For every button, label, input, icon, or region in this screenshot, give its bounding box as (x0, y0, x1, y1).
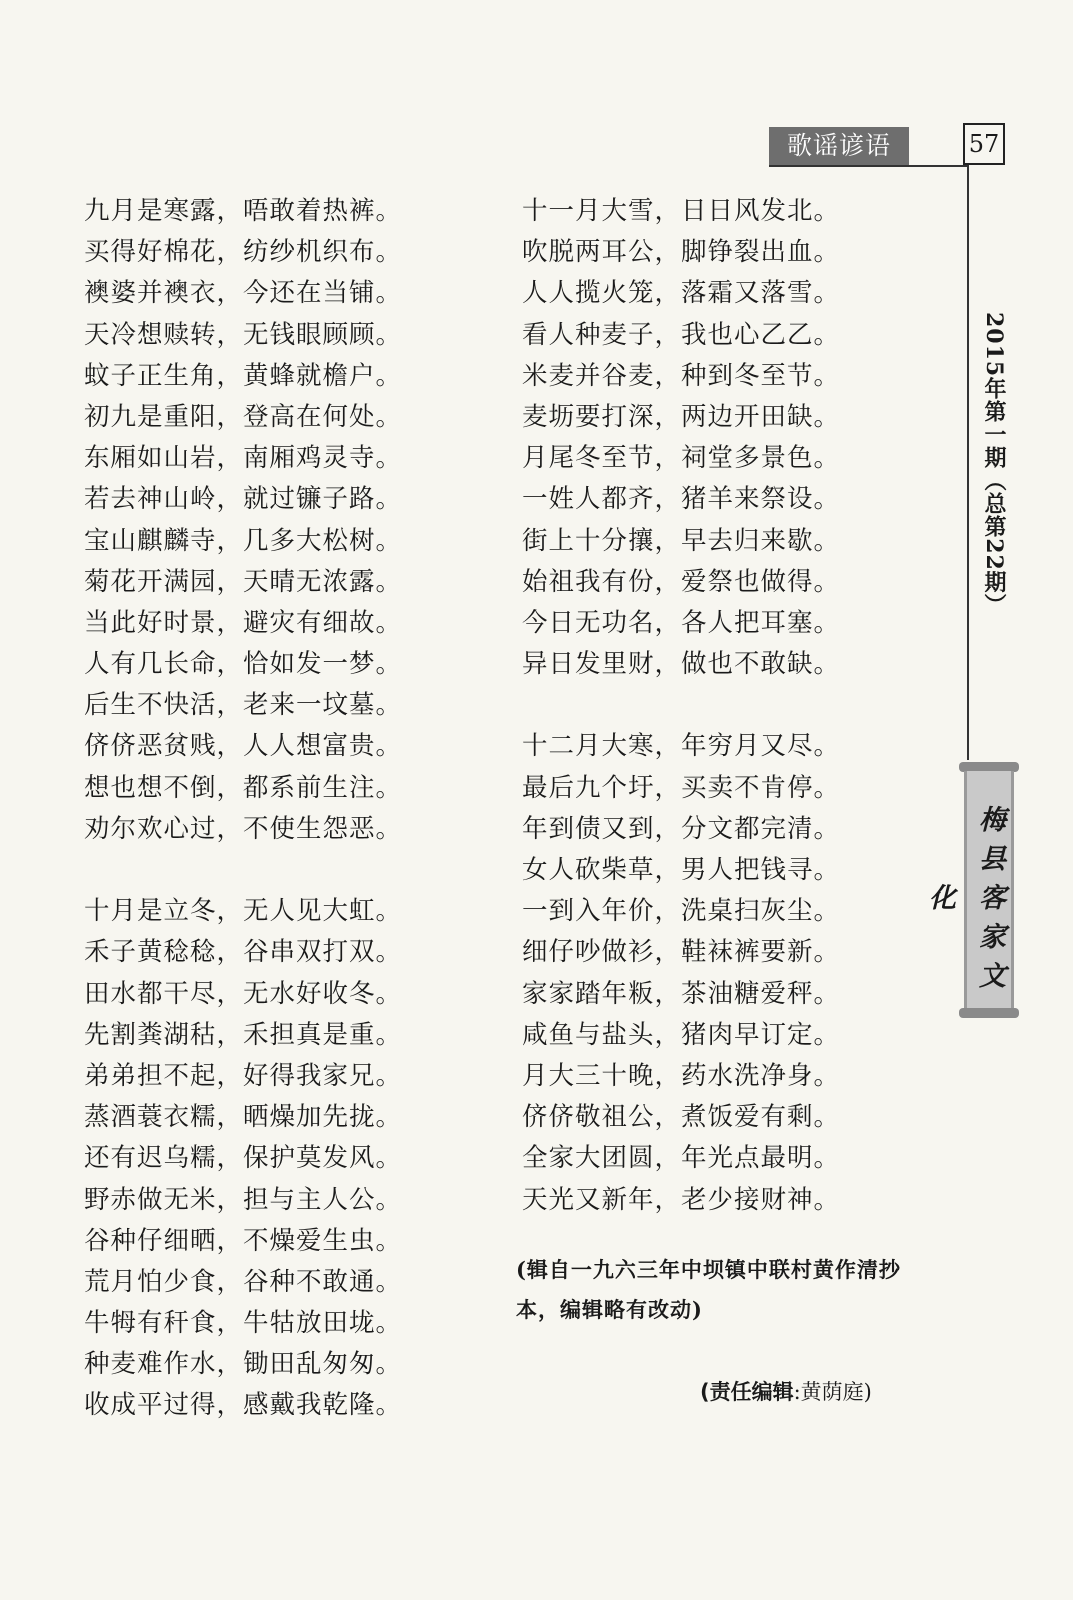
verse-line: 宝山麒麟寺，几多大松树。 (84, 525, 403, 556)
verse-line: 十一月大雪，日日风发北。 (522, 196, 841, 226)
verse-line: 一姓人都齐，猪羊来祭设。 (522, 484, 841, 515)
verse-line: 种麦难作水，锄田乱匆匆。 (84, 1349, 403, 1380)
verse-line: 侪侪敬祖公，煮饭爱有剩。 (522, 1102, 841, 1133)
verse-line: 全家大团圆，年光点最明。 (522, 1143, 841, 1174)
verse-line: 野赤做无米，担与主人公。 (84, 1184, 403, 1215)
verse-line: 谷种仔细晒，不燥爱生虫。 (84, 1225, 403, 1256)
verse-line: 麦坜要打深，两边开田缺。 (522, 401, 841, 432)
scroll-emblem-text: 梅县客家文化 (924, 804, 1005, 1000)
verse-line: 十月是立冬，无人见大虹。 (84, 896, 403, 927)
stanza (84, 891, 402, 1426)
editor-credit (700, 1372, 872, 1412)
verse-line: 蒸酒蓑衣糯，晒燥加先拢。 (84, 1102, 403, 1133)
verse-line: 看人种麦子，我也心乙乙。 (522, 319, 841, 350)
verse-line: 弟弟担不起，好得我家兄。 (84, 1060, 403, 1091)
verse-line: 月大三十晚，药水洗净身。 (522, 1060, 841, 1091)
editor-name: :黄荫庭) (793, 1380, 872, 1404)
verse-line: 蚊子正生角，黄蜂就檐户。 (84, 360, 403, 391)
scroll-emblem (924, 762, 1021, 1018)
verse-line: 买得好棉花，纺纱机织布。 (84, 237, 403, 268)
verse-line: 先割粪湖秙，禾担真是重。 (84, 1019, 403, 1050)
verse-line: 细仔吵做衫，鞋袜裤要新。 (522, 937, 841, 968)
verse-line: 天光又新年，老少接财神。 (522, 1184, 841, 1215)
left-column (84, 191, 402, 1427)
stanza (84, 191, 402, 850)
verse-line: 劝尔欢心过，不使生怨恶。 (84, 813, 403, 844)
right-column (522, 191, 840, 1221)
verse-line: 若去神山岭，就过镰子路。 (84, 484, 403, 515)
verse-line: 后生不快活，老来一坟墓。 (84, 690, 403, 721)
verse-line: 一到入年价，洗桌扫灰尘。 (522, 896, 841, 927)
verse-line: 当此好时景，避灾有细故。 (84, 607, 403, 638)
verse-line: 天冷想赎转，无钱眼顾顾。 (84, 319, 403, 350)
verse-line: 异日发里财，做也不敢缺。 (522, 649, 841, 680)
verse-line: 想也想不倒，都系前生注。 (84, 772, 403, 803)
issue-info: 2015年第一期（总第22期） (981, 312, 1007, 617)
verse-line: 菊花开满园，天晴无浓露。 (84, 566, 403, 597)
verse-line: 十二月大寒，年穷月又尽。 (522, 731, 841, 762)
verse-line: 田水都干尽，无水好收冬。 (84, 978, 403, 1009)
verse-line: 人人揽火笼，落霜又落雪。 (522, 278, 841, 309)
verse-line: 今日无功名，各人把耳塞。 (522, 607, 841, 638)
page-number: 57 (963, 123, 1005, 165)
verse-line: 初九是重阳，登高在何处。 (84, 401, 403, 432)
verse-line: 禾子黄稔稔，谷串双打双。 (84, 937, 403, 968)
stanza (522, 726, 840, 1220)
verse-line: 侪侪恶贫贱，人人想富贵。 (84, 731, 403, 762)
verse-line: 最后九个圩，买卖不肯停。 (522, 772, 841, 803)
verse-line: 九月是寒露，唔敢着热裤。 (84, 196, 403, 226)
editor-label: (责任编辑 (700, 1380, 794, 1404)
verse-line: 女人砍柴草，男人把钱寻。 (522, 855, 841, 885)
verse-line: 人有几长命，恰如发一梦。 (84, 649, 403, 680)
verse-line: 吹脱两耳公，脚铮裂出血。 (522, 237, 841, 268)
verse-line: 襖婆并襖衣，今还在当铺。 (84, 278, 403, 309)
verse-line: 街上十分攘，早去归来歇。 (522, 525, 841, 556)
verse-line: 月尾冬至节，祠堂多景色。 (522, 443, 841, 474)
verse-line: 家家踏年粄，茶油糖爱秤。 (522, 978, 841, 1009)
verse-line: 荒月怕少食，谷种不敢通。 (84, 1266, 403, 1297)
verse-line: 咸鱼与盐头，猪肉早订定。 (522, 1019, 841, 1050)
verse-line: 收成平过得，感戴我乾隆。 (84, 1390, 403, 1421)
verse-line: 牛牳有秆食，牛牯放田垅。 (84, 1308, 403, 1339)
scroll-rod-bottom (959, 1008, 1019, 1018)
verse-line: 始祖我有份，爱祭也做得。 (522, 566, 841, 597)
verse-line: 还有迟乌糯，保护莫发风。 (84, 1143, 403, 1174)
source-note: (辑自一九六三年中坝镇中联村黄作清抄本，编辑略有改动) (516, 1257, 901, 1322)
verse-line: 年到债又到，分文都完清。 (522, 813, 841, 844)
section-title-tab: 歌谣谚语 (769, 127, 909, 165)
header-rule (769, 165, 969, 167)
margin-rule (967, 165, 969, 760)
verse-line: 东厢如山岩，南厢鸡灵寺。 (84, 443, 403, 474)
stanza (522, 191, 840, 685)
verse-line: 米麦并谷麦，种到冬至节。 (522, 360, 841, 391)
